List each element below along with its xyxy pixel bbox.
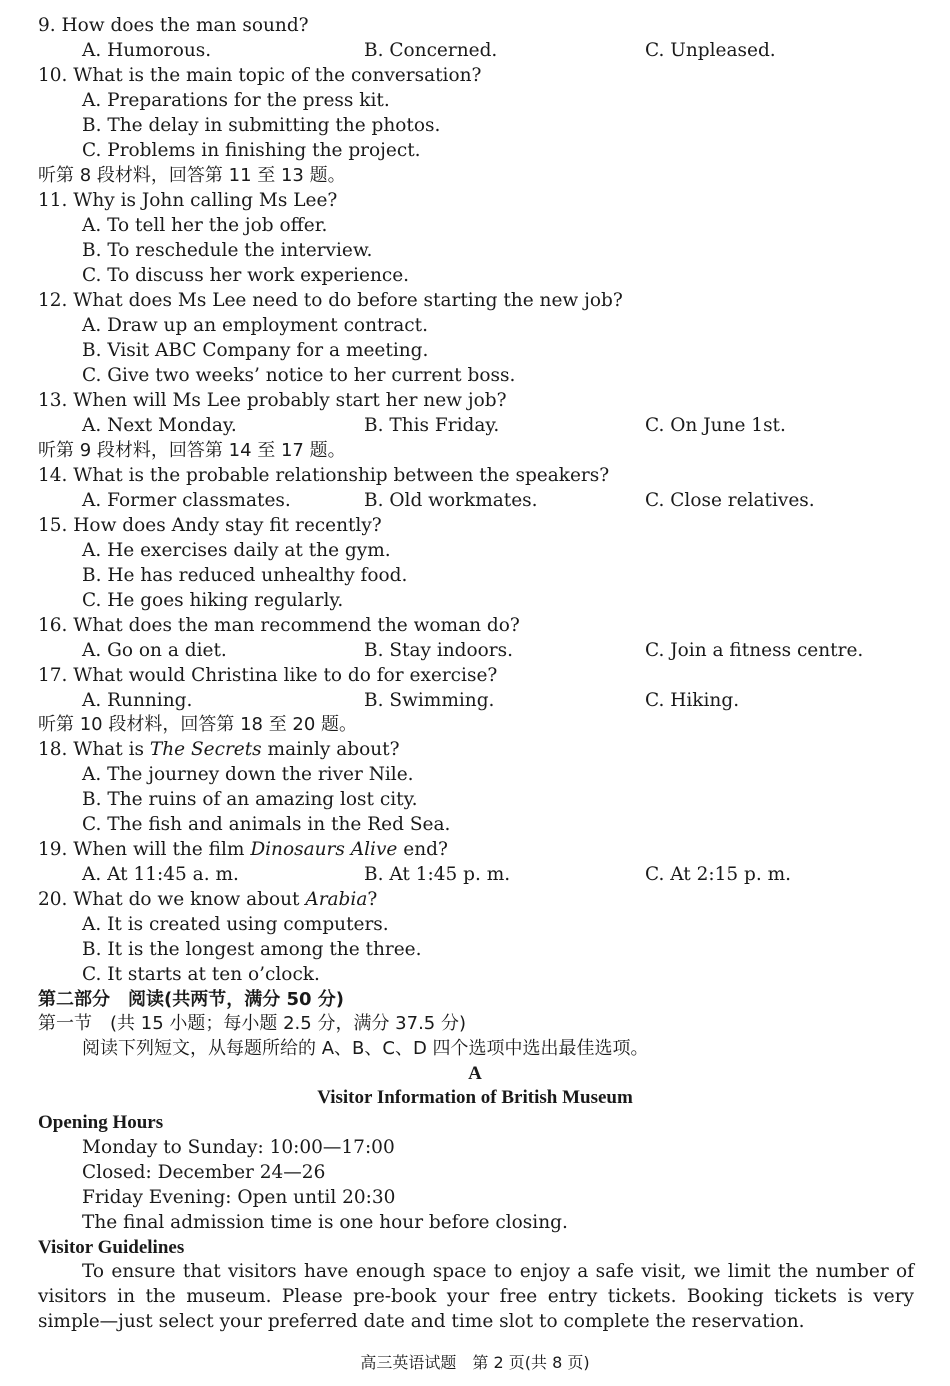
question-15-option-b: B. He has reduced unhealthy food. (82, 565, 408, 586)
question-18-stem (38, 738, 399, 762)
question-17-option-a: A. Running. (82, 690, 193, 711)
opening-hours-heading: Opening Hours (38, 1112, 164, 1133)
question-11-option-b: B. To reschedule the interview. (82, 240, 373, 261)
question-11-option-a: A. To tell her the job offer. (82, 215, 328, 236)
question-9-option-b: B. Concerned. (364, 40, 498, 61)
question-16-option-b: B. Stay indoors. (364, 640, 513, 661)
question-12-option-b: B. Visit ABC Company for a meeting. (82, 340, 429, 361)
question-10-option-b: B. The delay in submitting the photos. (82, 115, 441, 136)
question-12-option-c: C. Give two weeks’ notice to her current boss. (82, 365, 516, 386)
opening-line: The final admission time is one hour before closing. (82, 1212, 568, 1233)
question-19-stem (38, 838, 448, 862)
question-16-option-c: C. Join a fitness centre. (645, 640, 864, 661)
section-one-title: 第一节 (共 15 小题；每小题 2.5 分，满分 37.5 分) (38, 1013, 466, 1034)
question-13-stem: 13. When will Ms Lee probably start her new job? (38, 390, 507, 411)
visitor-guidelines-heading: Visitor Guidelines (38, 1237, 185, 1258)
passage-letter: A (468, 1063, 482, 1084)
question-20-stem-post: ? (367, 889, 378, 910)
opening-line: Monday to Sunday: 10:00—17:00 (82, 1137, 395, 1158)
question-18-stem-pre: 18. What is (38, 739, 150, 760)
question-13-option-b: B. This Friday. (364, 415, 500, 436)
question-17-stem: 17. What would Christina like to do for exercise? (38, 665, 498, 686)
visitor-guidelines-paragraph: To ensure that visitors have enough space to enjoy a safe visit, we limit the number of visitors in the museum. Please pre-book your free entry tickets. Booking tickets is very simple—just select your preferred date and time slot to complete the reservation. (38, 1261, 914, 1332)
question-20-option-a: A. It is created using computers. (82, 914, 389, 935)
question-20-stem-title: Arabia (305, 889, 368, 910)
section-8-instruction: 听第 8 段材料，回答第 11 至 13 题。 (38, 165, 346, 186)
page-footer: 高三英语试题 第 2 页(共 8 页) (360, 1353, 590, 1372)
question-18-stem-title: The Secrets (149, 739, 262, 760)
question-10-option-a: A. Preparations for the press kit. (82, 90, 390, 111)
question-14-option-c: C. Close relatives. (645, 490, 815, 511)
question-17-option-c: C. Hiking. (645, 690, 740, 711)
question-9-stem: 9. How does the man sound? (38, 15, 309, 36)
question-10-stem: 10. What is the main topic of the conversation? (38, 65, 482, 86)
question-20-stem-pre: 20. What do we know about (38, 889, 306, 910)
question-11-stem: 11. Why is John calling Ms Lee? (38, 190, 338, 211)
question-14-stem: 14. What is the probable relationship between the speakers? (38, 465, 610, 486)
question-18-option-a: A. The journey down the river Nile. (82, 764, 414, 785)
question-19-option-b: B. At 1:45 p. m. (364, 864, 511, 885)
question-19-stem-pre: 19. When will the film (38, 839, 251, 860)
question-10-option-c: C. Problems in finishing the project. (82, 140, 421, 161)
section-9-instruction: 听第 9 段材料，回答第 14 至 17 题。 (38, 440, 346, 461)
question-17-option-b: B. Swimming. (364, 690, 495, 711)
question-15-option-a: A. He exercises daily at the gym. (82, 540, 391, 561)
question-19-option-a: A. At 11:45 a. m. (82, 864, 239, 885)
question-13-option-a: A. Next Monday. (82, 415, 237, 436)
question-9-option-c: C. Unpleased. (645, 40, 776, 61)
question-18-stem-post: mainly about? (261, 739, 400, 760)
section-10-instruction: 听第 10 段材料，回答第 18 至 20 题。 (38, 714, 358, 735)
reading-instruction: 阅读下列短文，从每题所给的 A、B、C、D 四个选项中选出最佳选项。 (82, 1038, 649, 1059)
question-16-stem: 16. What does the man recommend the woman do? (38, 615, 520, 636)
question-18-option-b: B. The ruins of an amazing lost city. (82, 789, 418, 810)
opening-line: Closed: December 24—26 (82, 1162, 326, 1183)
question-11-option-c: C. To discuss her work experience. (82, 265, 410, 286)
question-16-option-a: A. Go on a diet. (82, 640, 227, 661)
part-two-title: 第二部分 阅读(共两节，满分 50 分) (38, 989, 345, 1010)
question-13-option-c: C. On June 1st. (645, 415, 786, 436)
passage-title: Visitor Information of British Museum (317, 1087, 633, 1108)
question-9-option-a: A. Humorous. (82, 40, 212, 61)
question-12-option-a: A. Draw up an employment contract. (82, 315, 428, 336)
question-19-stem-title: Dinosaurs Alive (250, 839, 398, 860)
opening-line: Friday Evening: Open until 20:30 (82, 1187, 396, 1208)
question-20-stem (38, 888, 377, 912)
question-15-stem: 15. How does Andy stay fit recently? (38, 515, 382, 536)
question-19-option-c: C. At 2:15 p. m. (645, 864, 792, 885)
question-19-stem-post: end? (397, 839, 448, 860)
question-14-option-b: B. Old workmates. (364, 490, 538, 511)
question-18-option-c: C. The fish and animals in the Red Sea. (82, 814, 451, 835)
question-15-option-c: C. He goes hiking regularly. (82, 590, 344, 611)
question-20-option-b: B. It is the longest among the three. (82, 939, 422, 960)
question-14-option-a: A. Former classmates. (82, 490, 291, 511)
question-20-option-c: C. It starts at ten o’clock. (82, 964, 320, 985)
question-12-stem: 12. What does Ms Lee need to do before starting the new job? (38, 290, 623, 311)
